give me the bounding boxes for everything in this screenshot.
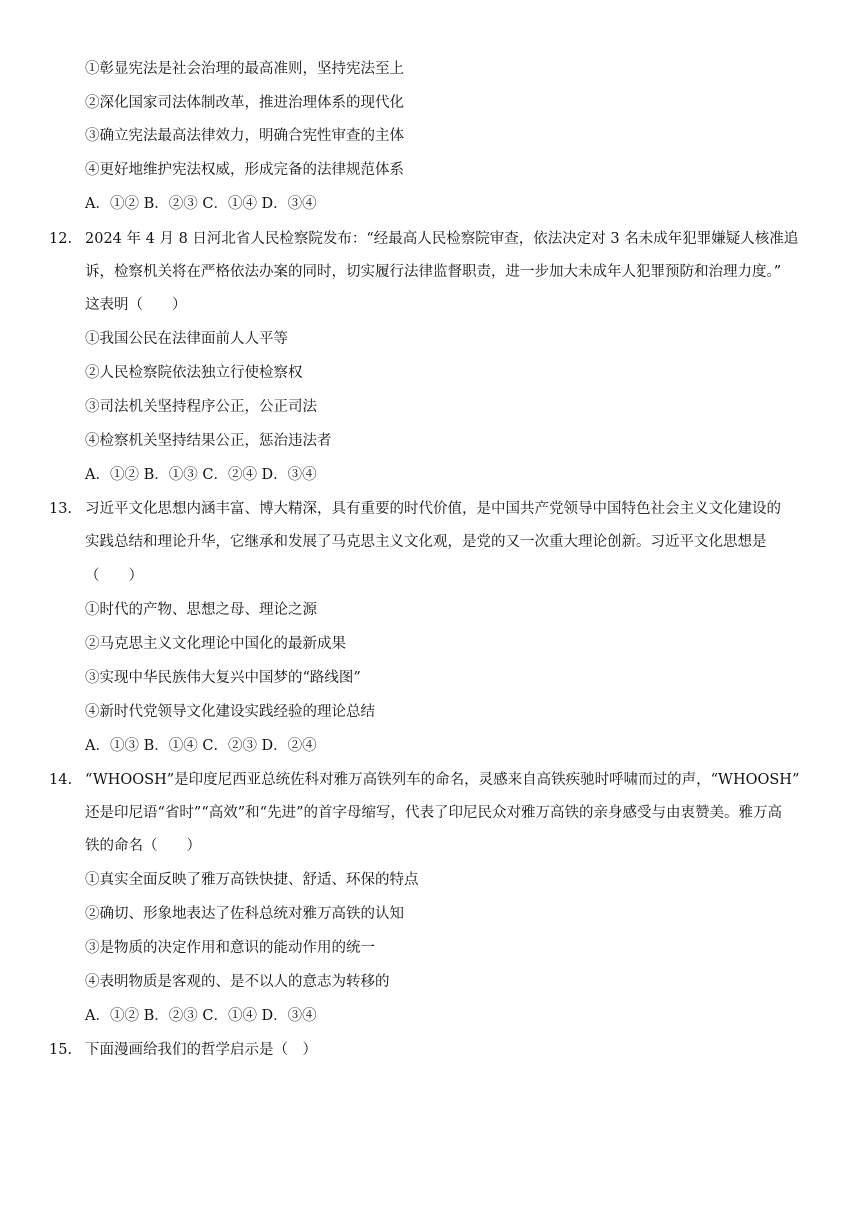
- q12-answer-choices: A．①② B．①③ C．②④ D．③④: [85, 467, 317, 483]
- q12-option-3: ③司法机关坚持程序公正，公正司法: [85, 399, 317, 415]
- q15-number: 15.: [49, 1042, 73, 1058]
- q13-option-2: ②马克思主义文化理论中国化的最新成果: [85, 636, 346, 652]
- q13-text-line-3: （ ）: [85, 568, 143, 584]
- q13-option-3: ③实现中华民族伟大复兴中国梦的“路线图”: [85, 670, 361, 686]
- q14-number: 14.: [49, 772, 73, 788]
- q13-text-line-2: 实践总结和理论升华，它继承和发展了马克思主义文化观，是党的又一次重大理论创新。习近平文化思想是: [85, 534, 767, 550]
- q14-option-4: ④表明物质是客观的、是不以人的意志为转移的: [85, 974, 390, 990]
- q13-text-line-1: 习近平文化思想内涵丰富、博大精深，具有重要的时代价值，是中国共产党领导中国特色社会主义文化建设的: [85, 501, 781, 517]
- q15-text-line-1: 下面漫画给我们的哲学启示是（ ）: [85, 1042, 317, 1058]
- q13-number: 13.: [49, 501, 73, 517]
- q14-text-line-1: “WHOOSH”是印度尼西亚总统佐科对雅万高铁列车的命名，灵感来自高铁疾驰时呼啸而过的声，“WHOOSH”: [85, 772, 800, 788]
- q12-text-line-3: 这表明（ ）: [85, 297, 187, 313]
- q14-answer-choices: A．①② B．②③ C．①④ D．③④: [85, 1008, 317, 1024]
- q13-answer-choices: A．①③ B．①④ C．②③ D．②④: [85, 738, 317, 754]
- q12-option-1: ①我国公民在法律面前人人平等: [85, 331, 288, 347]
- q12-option-2: ②人民检察院依法独立行使检察权: [85, 365, 303, 381]
- q14-text-line-2: 还是印尼语“省时”“高效”和“先进”的首字母缩写，代表了印尼民众对雅万高铁的亲身感受与由衷赞美。雅万高: [85, 805, 782, 821]
- q14-option-1: ①真实全面反映了雅万高铁快捷、舒适、环保的特点: [85, 872, 419, 888]
- q14-option-3: ③是物质的决定作用和意识的能动作用的统一: [85, 940, 375, 956]
- q11-option-1: ①彰显宪法是社会治理的最高准则，坚持宪法至上: [85, 61, 404, 77]
- q11-option-4: ④更好地维护宪法权威，形成完备的法律规范体系: [85, 162, 404, 178]
- q11-option-3: ③确立宪法最高法律效力，明确合宪性审查的主体: [85, 128, 404, 144]
- q12-text-line-2: 诉，检察机关将在严格依法办案的同时，切实履行法律监督职责，进一步加大未成年人犯罪预防和治理力度。”: [85, 264, 782, 280]
- q13-option-1: ①时代的产物、思想之母、理论之源: [85, 602, 317, 618]
- q13-option-4: ④新时代党领导文化建设实践经验的理论总结: [85, 704, 375, 720]
- q11-answer-choices: A．①② B．②③ C．①④ D．③④: [85, 196, 317, 212]
- q12-number: 12.: [49, 231, 73, 247]
- q14-option-2: ②确切、形象地表达了佐科总统对雅万高铁的认知: [85, 906, 404, 922]
- q12-text-line-1: 2024 年 4 月 8 日河北省人民检察院发布：“经最高人民检察院审查，依法决定对 3 名未成年犯罪嫌疑人核准追: [85, 231, 799, 247]
- q12-option-4: ④检察机关坚持结果公正，惩治违法者: [85, 433, 332, 449]
- q11-option-2: ②深化国家司法体制改革，推进治理体系的现代化: [85, 95, 404, 111]
- q14-text-line-3: 铁的命名（ ）: [85, 838, 201, 854]
